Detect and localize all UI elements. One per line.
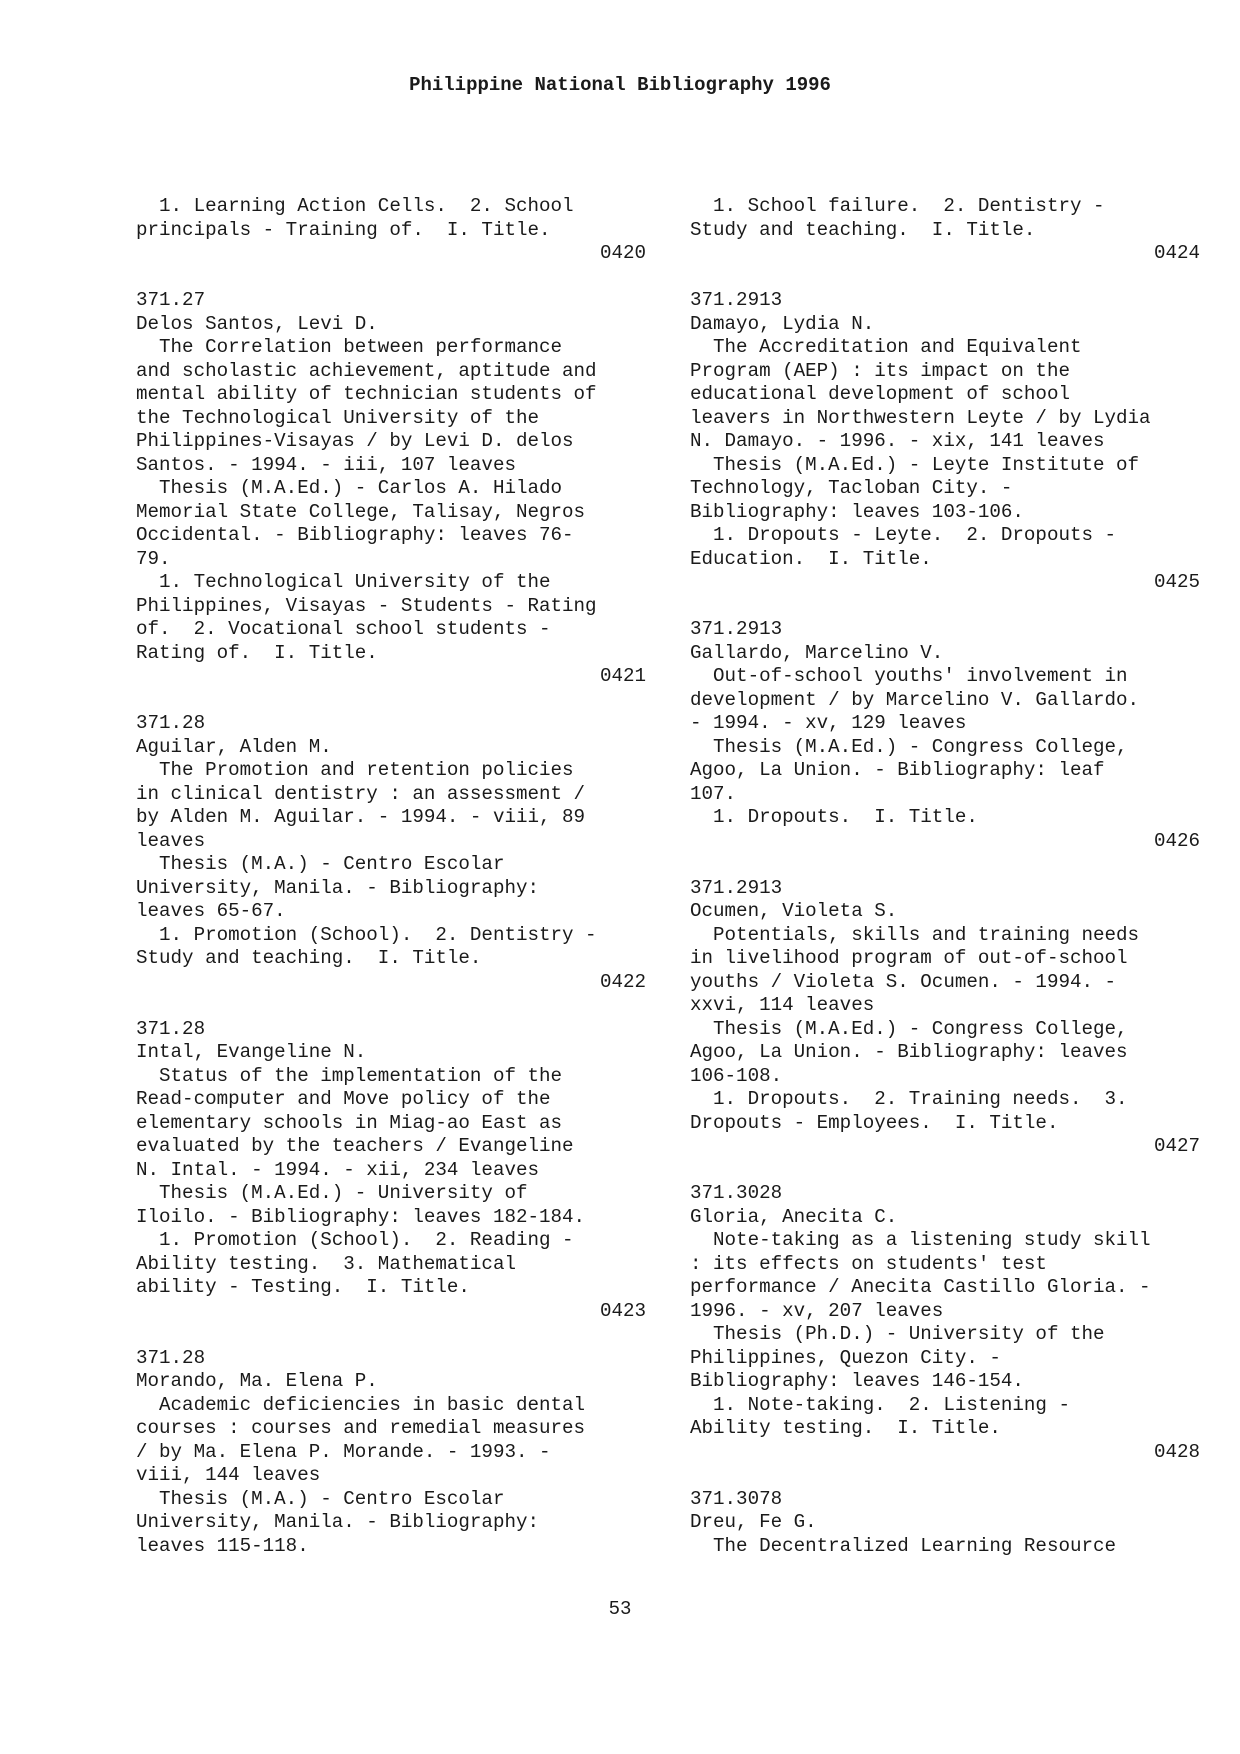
entry-line: 371.3028 <box>690 1182 783 1204</box>
entry-line: Study and teaching. I. Title. <box>690 218 1036 241</box>
entry-line: 1996. - xv, 207 leaves <box>690 1299 944 1322</box>
entry-line: The Promotion and retention policies <box>136 759 574 781</box>
page-number: 53 <box>608 1598 632 1620</box>
entry-line: of. 2. Vocational school students - <box>136 618 551 640</box>
bibliography-entry <box>690 195 1200 266</box>
entry-line: The Accreditation and Equivalent <box>690 336 1082 358</box>
entry-line: N. Intal. - 1994. - xii, 234 leaves <box>136 1158 540 1181</box>
entry-line: Philippines-Visayas / by Levi D. delos <box>136 430 574 452</box>
entry-line: University, Manila. - Bibliography: <box>136 1511 540 1533</box>
entry-line: / by Ma. Elena P. Morande. - 1993. - <box>136 1440 551 1463</box>
entry-line: Delos Santos, Levi D. <box>136 312 378 335</box>
entry-line: Thesis (M.A.Ed.) - Leyte Institute of <box>690 453 1140 476</box>
entry-line: Santos. - 1994. - iii, 107 leaves <box>136 453 516 476</box>
entry-line: Study and teaching. I. Title. <box>136 947 482 969</box>
bibliography-entry <box>136 1347 646 1559</box>
entry-line: evaluated by the teachers / Evangeline <box>136 1135 574 1157</box>
entry-line: 1. Dropouts - Leyte. 2. Dropouts - <box>690 524 1117 546</box>
bibliography-entry <box>136 1018 646 1324</box>
entry-number: 0426 <box>1153 829 1200 852</box>
entry-line: xxvi, 114 leaves <box>690 994 875 1016</box>
entry-line: Thesis (Ph.D.) - University of the <box>690 1323 1105 1345</box>
entry-line: leaves 115-118. <box>136 1534 309 1557</box>
entry-line: Ability testing. I. Title. <box>690 1417 1001 1439</box>
entry-line: 79. <box>136 547 171 570</box>
entry-line: 1. Dropouts. 2. Training needs. 3. <box>690 1088 1128 1110</box>
entry-line: Thesis (M.A.Ed.) - Carlos A. Hilado <box>136 477 563 499</box>
entry-spacer <box>690 853 1200 877</box>
entry-line: 371.2913 <box>690 618 783 640</box>
entry-line: 371.28 <box>136 712 206 734</box>
entry-line: The Decentralized Learning Resource <box>690 1534 1117 1557</box>
entry-line: ability - Testing. I. Title. <box>136 1276 470 1298</box>
entry-number: 0422 <box>599 970 646 993</box>
entry-line: Memorial State College, Talisay, Negros <box>136 500 586 523</box>
entry-spacer <box>136 689 646 713</box>
entry-line: and scholastic achievement, aptitude and <box>136 359 597 382</box>
entry-spacer <box>690 266 1200 290</box>
entry-line: mental ability of technician students of <box>136 383 597 405</box>
entry-spacer <box>690 595 1200 619</box>
right-column <box>690 195 1200 1558</box>
entry-line: Potentials, skills and training needs <box>690 923 1140 946</box>
left-column <box>136 195 646 1558</box>
entry-number: 0420 <box>599 242 646 264</box>
entry-number: 0424 <box>1153 242 1200 264</box>
entry-line: 1. Dropouts. I. Title. <box>690 806 978 828</box>
entry-spacer <box>690 1464 1200 1488</box>
entry-line: 1. Technological University of the <box>136 571 551 593</box>
bibliography-entry <box>136 712 646 994</box>
entry-line: Program (AEP) : its impact on the <box>690 359 1070 382</box>
entry-line: Gallardo, Marcelino V. <box>690 641 944 664</box>
entry-line: viii, 144 leaves <box>136 1464 321 1486</box>
entry-line: The Correlation between performance <box>136 336 563 358</box>
entry-line: development / by Marcelino V. Gallardo. <box>690 688 1140 711</box>
entry-line: Out-of-school youths' involvement in <box>690 665 1128 687</box>
entry-line: 371.28 <box>136 1017 206 1040</box>
entry-line: Status of the implementation of the <box>136 1064 563 1087</box>
entry-line: Agoo, La Union. - Bibliography: leaves <box>690 1041 1128 1063</box>
entry-spacer <box>690 1159 1200 1183</box>
bibliography-entry <box>690 1488 1200 1559</box>
entry-line: in clinical dentistry : an assessment / <box>136 782 586 805</box>
bibliography-entry <box>136 195 646 266</box>
entry-line: courses : courses and remedial measures <box>136 1417 586 1439</box>
entry-line: leavers in Northwestern Leyte / by Lydia <box>690 406 1151 429</box>
entry-line: 371.28 <box>136 1346 206 1369</box>
entry-line: principals - Training of. I. Title. <box>136 218 551 241</box>
entry-number: 0425 <box>1153 571 1200 593</box>
entry-line: 1. School failure. 2. Dentistry - <box>690 195 1105 217</box>
entry-number: 0421 <box>599 665 646 687</box>
entry-line: 371.27 <box>136 289 206 311</box>
entry-number: 0428 <box>1153 1440 1200 1463</box>
entry-line: 106-108. <box>690 1064 783 1087</box>
bibliography-entry <box>690 877 1200 1159</box>
entry-line: Technology, Tacloban City. - <box>690 477 1013 499</box>
entry-line: Academic deficiencies in basic dental <box>136 1393 586 1416</box>
entry-line: 371.3078 <box>690 1487 783 1510</box>
entry-line: Ocumen, Violeta S. <box>690 900 898 922</box>
entry-spacer <box>136 266 646 290</box>
entry-line: Damayo, Lydia N. <box>690 312 875 335</box>
entry-line: Read-computer and Move policy of the <box>136 1088 551 1110</box>
entry-spacer <box>136 994 646 1018</box>
entry-spacer <box>136 1323 646 1347</box>
entry-line: 1. Promotion (School). 2. Reading - <box>136 1229 574 1251</box>
entry-line: youths / Violeta S. Ocumen. - 1994. - <box>690 970 1117 993</box>
entry-line: leaves <box>136 829 206 852</box>
bibliography-entry <box>136 289 646 689</box>
entry-line: 1. Note-taking. 2. Listening - <box>690 1393 1070 1416</box>
entry-line: - 1994. - xv, 129 leaves <box>690 712 967 734</box>
entry-line: Iloilo. - Bibliography: leaves 182-184. <box>136 1205 586 1228</box>
bibliography-entry <box>690 618 1200 853</box>
entry-line: N. Damayo. - 1996. - xix, 141 leaves <box>690 430 1105 452</box>
entry-line: Occidental. - Bibliography: leaves 76- <box>136 524 574 546</box>
entry-line: : its effects on students' test <box>690 1252 1047 1275</box>
bibliography-entry <box>690 1182 1200 1464</box>
entry-line: leaves 65-67. <box>136 900 286 922</box>
entry-line: elementary schools in Miag-ao East as <box>136 1111 563 1134</box>
entry-line: Bibliography: leaves 103-106. <box>690 500 1024 523</box>
entry-line: 1. Learning Action Cells. 2. School <box>136 195 574 217</box>
entry-line: Thesis (M.A.) - Centro Escolar <box>136 853 505 875</box>
entry-line: educational development of school <box>690 383 1070 405</box>
entry-line: Note-taking as a listening study skill <box>690 1229 1151 1251</box>
entry-line: Philippines, Visayas - Students - Rating <box>136 594 597 617</box>
entry-line: Dropouts - Employees. I. Title. <box>690 1111 1059 1134</box>
entry-line: 371.2913 <box>690 289 783 311</box>
entry-line: performance / Anecita Castillo Gloria. - <box>690 1276 1151 1298</box>
entry-line: Gloria, Anecita C. <box>690 1205 898 1228</box>
entry-line: Rating of. I. Title. <box>136 641 378 664</box>
entry-line: Thesis (M.A.Ed.) - University of <box>136 1182 528 1204</box>
entry-line: 1. Promotion (School). 2. Dentistry - <box>136 923 597 946</box>
entry-line: Education. I. Title. <box>690 547 932 570</box>
entry-line: Philippines, Quezon City. - <box>690 1346 1001 1369</box>
entry-line: Bibliography: leaves 146-154. <box>690 1370 1024 1392</box>
entry-line: Thesis (M.A.Ed.) - Congress College, <box>690 735 1128 758</box>
entry-line: Agoo, La Union. - Bibliography: leaf <box>690 759 1105 781</box>
entry-line: Morando, Ma. Elena P. <box>136 1370 378 1392</box>
entry-number: 0427 <box>1153 1135 1200 1157</box>
entry-line: Intal, Evangeline N. <box>136 1041 367 1063</box>
entry-line: in livelihood program of out-of-school <box>690 947 1128 969</box>
entry-line: the Technological University of the <box>136 406 540 429</box>
entry-line: 107. <box>690 782 737 805</box>
entry-line: Thesis (M.A.) - Centro Escolar <box>136 1487 505 1510</box>
entry-number: 0423 <box>599 1299 646 1322</box>
entry-line: Dreu, Fe G. <box>690 1511 817 1533</box>
entry-line: University, Manila. - Bibliography: <box>136 876 540 899</box>
entry-line: 371.2913 <box>690 876 783 899</box>
page-header: Philippine National Bibliography 1996 <box>409 74 831 96</box>
bibliography-entry <box>690 289 1200 595</box>
entry-line: by Alden M. Aguilar. - 1994. - viii, 89 <box>136 806 586 828</box>
entry-line: Thesis (M.A.Ed.) - Congress College, <box>690 1017 1128 1040</box>
entry-line: Aguilar, Alden M. <box>136 735 332 758</box>
entry-line: Ability testing. 3. Mathematical <box>136 1252 516 1275</box>
